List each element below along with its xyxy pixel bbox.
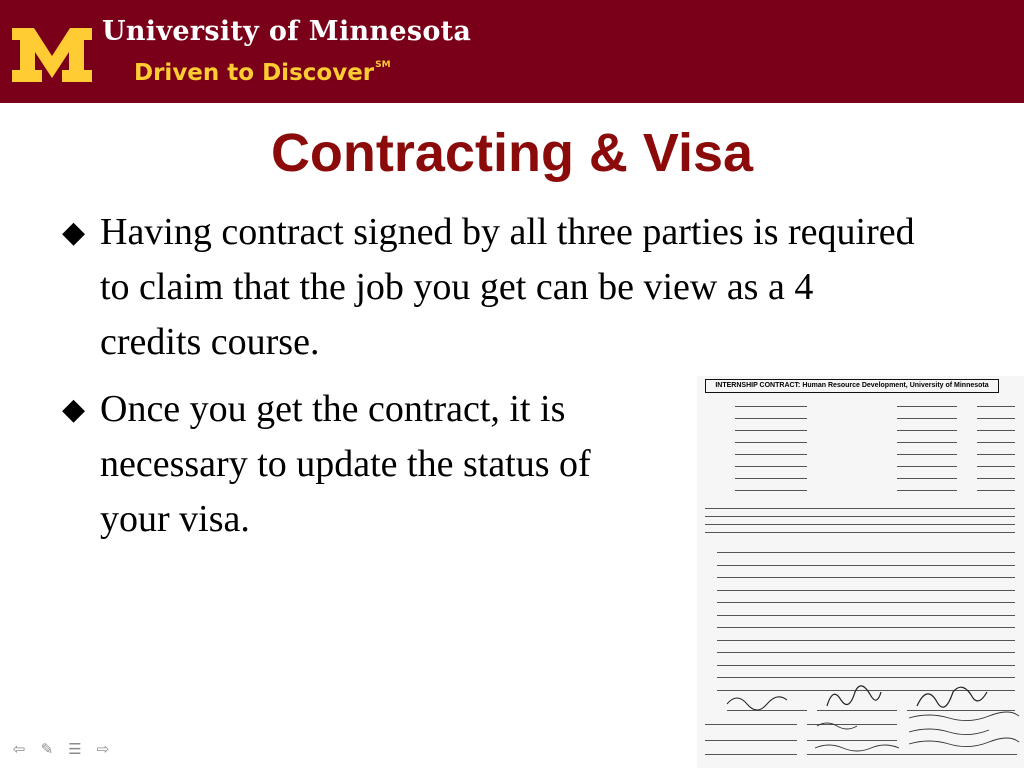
university-name: University of Minnesota <box>102 16 472 47</box>
tagline <box>134 60 391 86</box>
diamond-bullet-icon: ◆ <box>62 393 86 426</box>
bullet-item <box>62 205 920 370</box>
header-banner <box>0 0 1024 103</box>
bullet-item <box>62 382 620 547</box>
menu-icon[interactable]: ☰ <box>68 740 82 758</box>
prev-arrow-icon[interactable]: ⇦ <box>12 740 26 758</box>
pen-icon[interactable]: ✎ <box>40 740 54 758</box>
block-m-logo <box>12 22 92 86</box>
signature-scribbles <box>697 376 1024 768</box>
diamond-bullet-icon: ◆ <box>62 216 86 249</box>
contract-heading: INTERNSHIP CONTRACT: Human Resource Development, University of Minnesota <box>705 379 999 393</box>
service-mark: SM <box>375 60 391 70</box>
next-arrow-icon[interactable]: ⇨ <box>96 740 110 758</box>
bullet-text: Having contract signed by all three parties is required to claim that the job you get can be view as a 4 credits course. <box>100 211 915 363</box>
slide-navigation <box>10 740 112 760</box>
slide-title: Contracting & Visa <box>270 123 754 183</box>
bullet-text: Once you get the contract, it is necessary to update the status of your visa. <box>100 388 591 540</box>
tagline-text: Driven to Discover <box>134 60 375 86</box>
contract-document-image <box>697 376 1024 768</box>
